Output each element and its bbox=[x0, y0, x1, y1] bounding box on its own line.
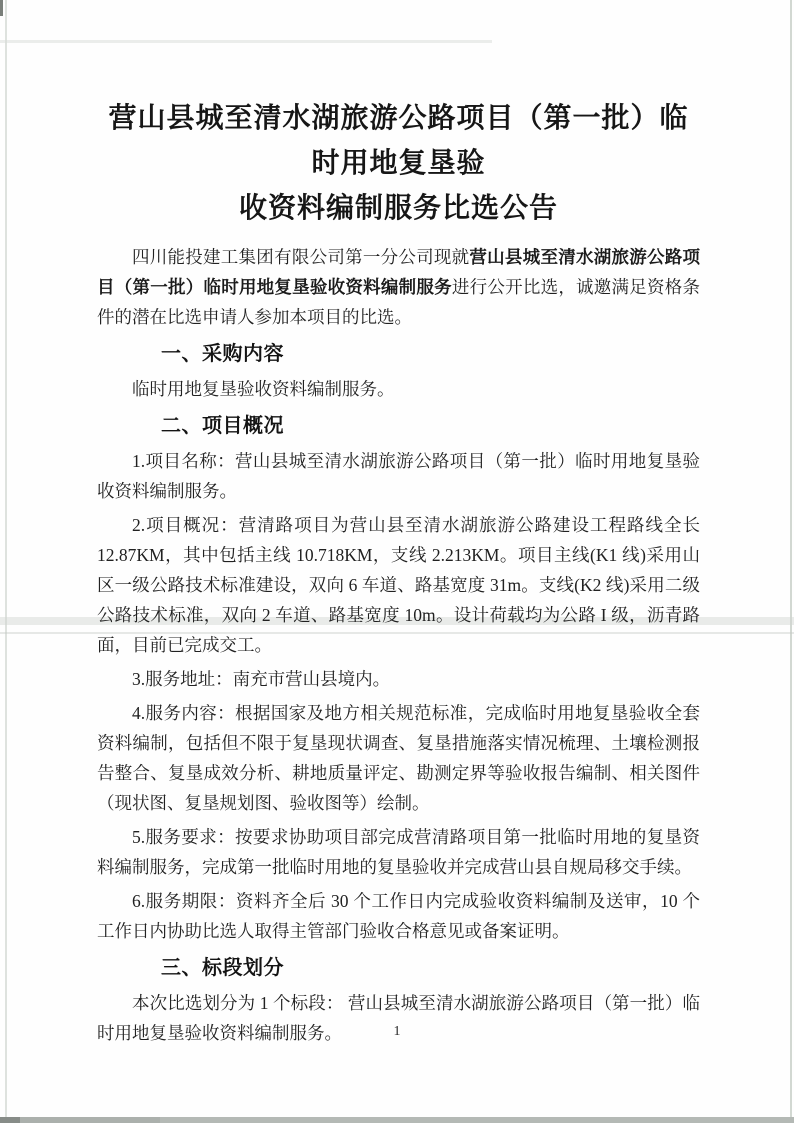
paragraph-service-content: 4.服务内容：根据国家及地方相关规范标准，完成临时用地复垦验收全套资料编制，包括但不限于复垦现状调查、复垦措施落实情况梳理、土壤检测报告整合、复垦成效分析、耕地质量评定、勘测定界等验收报告编制、相关图件（现状图、复垦规划图、验收图等）绘制。 bbox=[97, 703, 700, 813]
document-title bbox=[97, 95, 700, 230]
section-heading-project-overview: 二、项目概况 bbox=[161, 415, 284, 437]
paragraph-service-requirements: 5.服务要求：按要求协助项目部完成营清路项目第一批临时用地的复垦资料编制服务，完成第一批临时用地的复垦验收并完成营山县自规局移交手续。 bbox=[97, 827, 700, 877]
intro-paragraph bbox=[97, 242, 700, 332]
scan-artifact-right-edge bbox=[790, 0, 792, 1123]
intro-prefix-text: 四川能投建工集团有限公司第一分公司现就 bbox=[132, 247, 470, 267]
paragraph-service-period: 6.服务期限：资料齐全后 30 个工作日内完成验收资料编制及送审，10 个工作日内协助比选人取得主管部门验收合格意见或备案证明。 bbox=[97, 891, 700, 941]
section-heading-procurement-content: 一、采购内容 bbox=[161, 343, 284, 365]
scan-artifact-corner-mark bbox=[0, 0, 3, 16]
scan-artifact-left-edge bbox=[5, 0, 7, 1123]
document-content bbox=[97, 0, 700, 1052]
section-heading-lot-division: 三、标段划分 bbox=[161, 957, 284, 979]
scan-artifact-bottom-strip bbox=[0, 1117, 794, 1123]
paragraph-procurement-content: 临时用地复垦验收资料编制服务。 bbox=[132, 379, 395, 399]
paragraph-project-overview: 2.项目概况：营清路项目为营山县至清水湖旅游公路建设工程路线全长12.87KM，其中包括主线 10.718KM，支线 2.213KM。项目主线(K1 线)采用山区一级公路技术标准建设，双向 6 车道、路基宽度 31m。支线(K2 线)采用二级公路技术标准，双向 2 车道、路基宽度 10m。设计荷载均为公路 I 级，沥青路面，目前已完成交工。 bbox=[97, 515, 700, 655]
paragraph-project-name: 1.项目名称：营山县城至清水湖旅游公路项目（第一批）临时用地复垦验收资料编制服务。 bbox=[97, 451, 700, 501]
intro-project-name-text: 营山县城至清水湖旅游公路项目（第一批）临时用地复垦验收资料编制服务 bbox=[97, 247, 701, 297]
page-number: 1 bbox=[393, 1024, 401, 1039]
paragraph-lot-division: 本次比选划分为 1 个标段： 营山县城至清水湖旅游公路项目（第一批）临时用地复垦验收资料编制服务。 bbox=[97, 993, 700, 1043]
paragraph-service-location: 3.服务地址：南充市营山县境内。 bbox=[132, 669, 391, 689]
intro-suffix-text: 进行公开比选，诚邀满足资格条件的潜在比选申请人参加本项目的比选。 bbox=[97, 277, 701, 327]
document-title-line-1: 营山县城至清水湖旅游公路项目（第一批）临时用地复垦验 bbox=[108, 102, 689, 178]
document-title-line-2: 收资料编制服务比选公告 bbox=[238, 192, 558, 223]
